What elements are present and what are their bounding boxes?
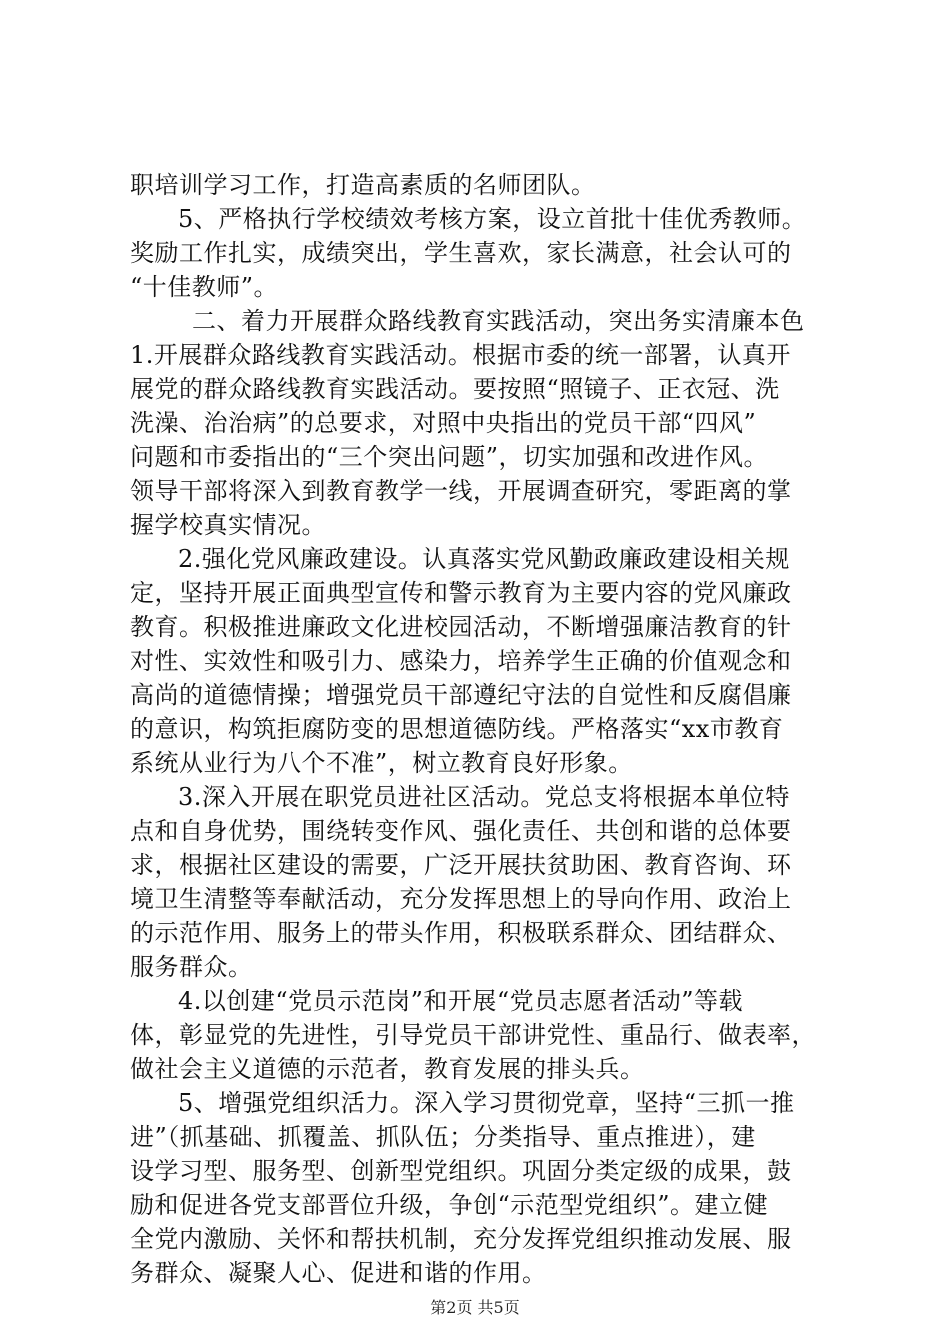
text-line: 的示范作用、服务上的带头作用，积极联系群众、团结群众、 [130, 919, 792, 947]
text-line: 5、严格执行学校绩效考核方案，设立首批十佳优秀教师。 [178, 205, 807, 233]
text-line: 境卫生清整等奉献活动，充分发挥思想上的导向作用、政治上 [130, 885, 792, 913]
text-line: 定，坚持开展正面典型宣传和警示教育为主要内容的党风廉政 [130, 579, 792, 607]
text-line: 系统从业行为八个不准”，树立教育良好形象。 [130, 749, 633, 777]
text-line: 求，根据社区建设的需要，广泛开展扶贫助困、教育咨询、环 [130, 851, 792, 879]
text-line: 励和促进各党支部晋位升级，争创“示范型党组织”。建立健 [130, 1191, 769, 1219]
text-line: 奖励工作扎实，成绩突出，学生喜欢，家长满意，社会认可的 [130, 239, 792, 267]
text-line: 3.深入开展在职党员进社区活动。党总支将根据本单位特 [178, 783, 790, 811]
text-line: 服务群众。 [130, 953, 253, 981]
text-line: 高尚的道德情操；增强党员干部遵纪守法的自觉性和反腐倡廉 [130, 681, 792, 709]
text-line: 做社会主义道德的示范者，教育发展的排头兵。 [130, 1055, 645, 1083]
page-number: 第2页 共5页 [430, 1298, 520, 1317]
text-line: 的意识，构筑拒腐防变的思想道德防线。严格落实“xx市教育 [130, 715, 784, 743]
text-line: 职培训学习工作，打造高素质的名师团队。 [130, 171, 596, 199]
text-line: 设学习型、服务型、创新型党组织。巩固分类定级的成果，鼓 [130, 1157, 792, 1185]
text-line: 点和自身优势，围绕转变作风、强化责任、共创和谐的总体要 [130, 817, 792, 845]
section-heading: 二、着力开展群众路线教育实践活动，突出务实清廉本色 [192, 307, 805, 335]
text-line: 领导干部将深入到教育教学一线，开展调查研究，零距离的掌 [130, 477, 792, 505]
text-line: 教育。积极推进廉政文化进校园活动，不断增强廉洁教育的针 [130, 613, 792, 641]
text-line: 握学校真实情况。 [130, 511, 326, 539]
text-line: “十佳教师”。 [130, 273, 279, 301]
text-line: 1.开展群众路线教育实践活动。根据市委的统一部署，认真开 [130, 341, 791, 369]
text-line: 对性、实效性和吸引力、感染力，培养学生正确的价值观念和 [130, 647, 792, 675]
text-line: 进”（抓基础、抓覆盖、抓队伍；分类指导、重点推进），建 [130, 1123, 756, 1151]
text-line: 5、增强党组织活力。深入学习贯彻党章，坚持“三抓一推 [178, 1089, 795, 1117]
text-line: 4.以创建“党员示范岗”和开展“党员志愿者活动”等载 [178, 987, 743, 1015]
text-line: 体，彰显党的先进性，引导党员干部讲党性、重品行、做表率， [130, 1021, 816, 1049]
text-line: 问题和市委指出的“三个突出问题”，切实加强和改进作风。 [130, 443, 769, 471]
text-line: 洗澡、治治病”的总要求，对照中央指出的党员干部“四风” [130, 409, 757, 437]
text-line: 务群众、凝聚人心、促进和谐的作用。 [130, 1259, 547, 1287]
text-line: 2.强化党风廉政建设。认真落实党风勤政廉政建设相关规 [178, 545, 790, 573]
text-line: 展党的群众路线教育实践活动。要按照“照镜子、正衣冠、洗 [130, 375, 780, 403]
text-line: 全党内激励、关怀和帮扶机制，充分发挥党组织推动发展、服 [130, 1225, 792, 1253]
